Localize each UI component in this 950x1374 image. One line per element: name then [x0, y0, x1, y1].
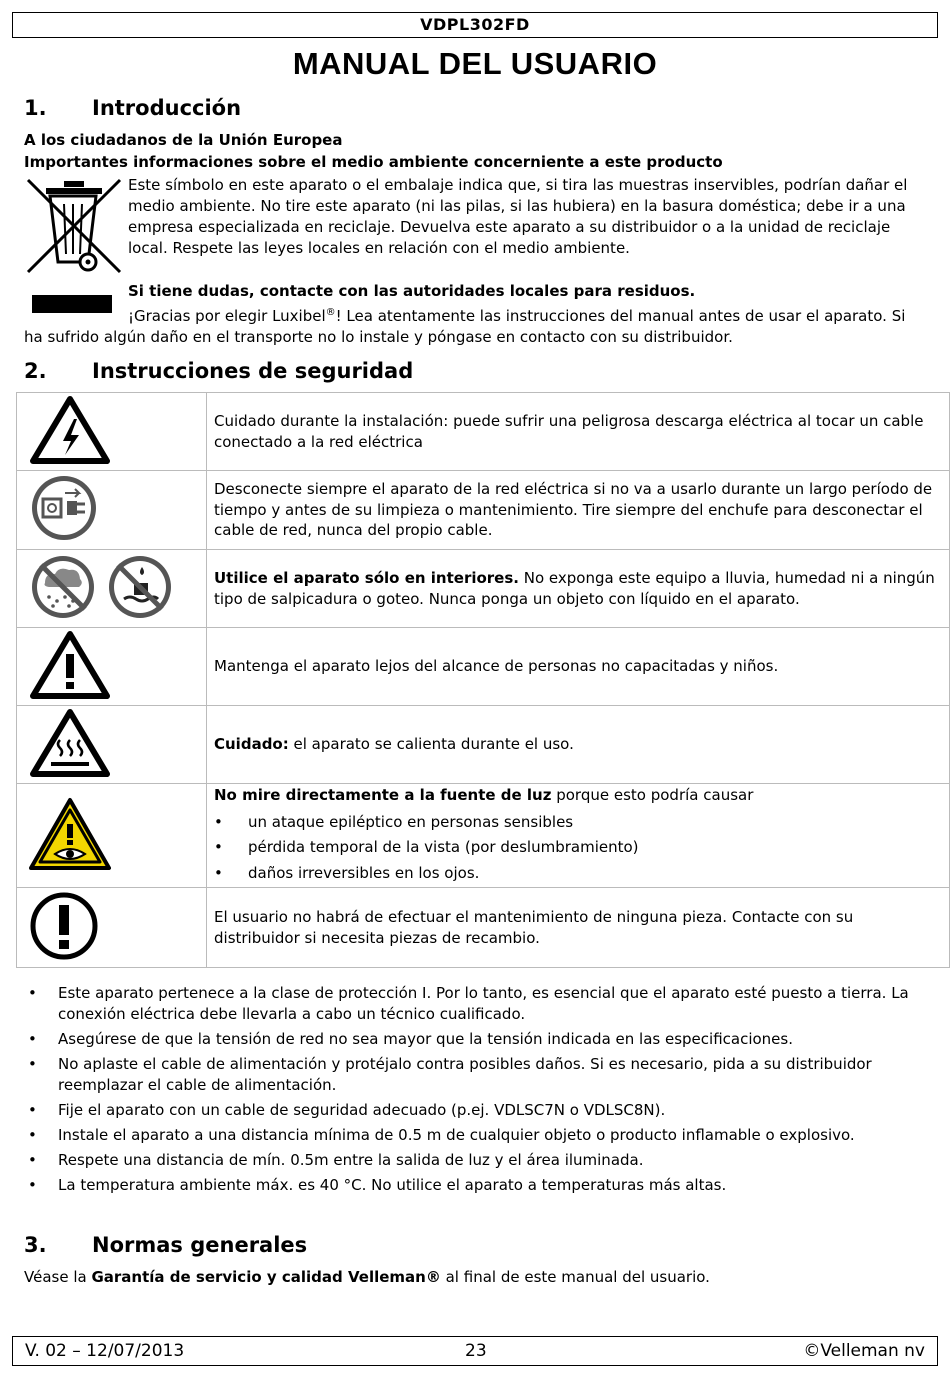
thanks-paragraph: [24, 302, 928, 348]
no-water-spray-icon: [106, 553, 174, 621]
copyright: ©Velleman nv: [803, 1341, 925, 1361]
section-3-heading: [24, 1233, 307, 1257]
page-header: [12, 12, 938, 38]
document-title: MANUAL DEL USUARIO: [292, 46, 658, 81]
general-norms-paragraph: [24, 1267, 710, 1288]
safety-row: [17, 550, 950, 628]
list-item: • La temperatura ambiente máx. es 40 °C. No utilice el aparato a temperaturas más altas.: [24, 1175, 934, 1196]
safety-row: [17, 784, 950, 888]
icon-cell: [17, 628, 207, 706]
icon-cell: [17, 393, 207, 471]
section-2-title: Instrucciones de seguridad: [92, 359, 414, 383]
caution-bold: Cuidado:: [214, 735, 289, 754]
no-rain-icon: [29, 553, 97, 621]
list-item: • Instale el aparato a una distancia mínima de 0.5 m de cualquier objeto o producto inflamable o explosivo.: [24, 1125, 934, 1146]
list-item: • pérdida temporal de la vista (por deslumbramiento): [214, 835, 941, 861]
warranty-bold: Garantía de servicio y calidad Velleman®: [91, 1268, 441, 1286]
safety-row: [17, 471, 950, 550]
icon-cell: [17, 784, 207, 888]
weee-paragraph: Este símbolo en este aparato o el embalaje indica que, si tira las muestras inservibles, podrían dañar el medio ambiente. No tire este aparato (ni las pilas, si las hubiera) en la basura doméstica; debe ir a una empresa especializada en reciclaje. Devuelva este aparato a su distribuidor o a la unidad de reciclaje local. Respete las leyes locales en relación con el medio ambiente.: [128, 176, 908, 257]
section-1-number: 1.: [24, 96, 47, 120]
light-hazard-list: [214, 810, 941, 887]
safety-row: [17, 706, 950, 784]
safety-row: [17, 628, 950, 706]
list-item: • un ataque epiléptico en personas sensibles: [214, 810, 941, 836]
safety-text: Desconecte siempre el aparato de la red eléctrica si no va a usarlo durante un largo período de tiempo y antes de su limpieza o mantenimiento. Tire siempre del enchufe para desconectar el cable de red, nunca del propio cable.: [207, 471, 950, 550]
norms-text-end: al final de este manual del usuario.: [440, 1268, 710, 1286]
doubt-line: Si tiene dudas, contacte con las autoridades locales para residuos.: [128, 282, 696, 300]
list-item: • daños irreversibles en los ojos.: [214, 861, 941, 887]
icon-cell: [17, 471, 207, 550]
icon-cell: [17, 706, 207, 784]
thanks-text-end: ! Lea atentamente las instrucciones del manual antes de usar el aparato. Si ha sufrido algún daño en el transporte no lo instale y póngase en contacto con su distribuidor.: [24, 307, 906, 346]
registered-mark: ®: [325, 307, 336, 318]
caution-text: el aparato se calienta durante el uso.: [288, 735, 574, 754]
safety-bullet-list: [24, 983, 934, 1200]
mandatory-exclamation-icon: [29, 891, 99, 961]
electric-shock-warning-icon: [29, 395, 111, 465]
weee-crossed-bin-icon: [24, 176, 134, 316]
list-item: • Fije el aparato con un cable de seguridad adecuado (p.ej. VDLSC7N o VDLSC8N).: [24, 1100, 934, 1121]
version-date: V. 02 – 12/07/2013: [25, 1341, 185, 1361]
general-warning-icon: [29, 630, 111, 700]
indoor-use-bold: Utilice el aparato sólo en interiores.: [214, 569, 519, 587]
safety-table: [16, 392, 950, 968]
page-footer: [12, 1336, 938, 1366]
safety-text: El usuario no habrá de efectuar el mantenimiento de ninguna pieza. Contacte con su distribuidor si necesita piezas de recambio.: [207, 888, 950, 968]
light-source-text: porque esto podría causar: [551, 786, 754, 804]
norms-text-start: Véase la: [24, 1268, 92, 1286]
safety-row: [17, 888, 950, 968]
section-1-title: Introducción: [92, 96, 242, 120]
list-item: • Este aparato pertenece a la clase de protección I. Por lo tanto, es esencial que el aparato esté puesto a tierra. La conexión eléctrica debe llevarla a cabo un técnico cualificado.: [24, 983, 934, 1025]
safety-text: Cuidado durante la instalación: puede sufrir una peligrosa descarga eléctrica al tocar un cable conectado a la red eléctrica: [207, 393, 950, 471]
model-number: VDPL302FD: [420, 15, 530, 34]
safety-text: [207, 784, 950, 888]
eu-citizens-line: A los ciudadanos de la Unión Europea: [24, 131, 343, 149]
section-3-title: Normas generales: [92, 1233, 308, 1257]
section-2-heading: [24, 359, 413, 383]
thanks-text-start: ¡Gracias por elegir Luxibel: [128, 307, 326, 325]
section-3-number: 3.: [24, 1233, 47, 1257]
environment-info-line: Importantes informaciones sobre el medio ambiente concerniente a este producto: [24, 153, 723, 171]
safety-text: [207, 706, 950, 784]
safety-text: [207, 550, 950, 628]
list-item: • Respete una distancia de mín. 0.5m entre la salida de luz y el área iluminada.: [24, 1150, 934, 1171]
safety-text: Mantenga el aparato lejos del alcance de personas no capacitadas y niños.: [207, 628, 950, 706]
indoor-use-text: No exponga este equipo a lluvia, humedad ni a ningún tipo de salpicadura o goteo. Nunca ponga un objeto con líquido en el aparato.: [214, 569, 935, 608]
light-source-bold: No mire directamente a la fuente de luz: [214, 786, 552, 804]
safety-row: [17, 393, 950, 471]
disconnect-plug-icon: [29, 473, 99, 543]
light-source-warning: [214, 785, 941, 806]
eye-hazard-icon: [29, 796, 111, 872]
icon-cell: [17, 888, 207, 968]
section-1-heading: [24, 96, 241, 120]
section-2-number: 2.: [24, 359, 47, 383]
hot-surface-icon: [29, 708, 111, 778]
list-item: • No aplaste el cable de alimentación y protéjalo contra posibles daños. Si es necesario, pida a su distribuidor reemplazar el cable de alimentación.: [24, 1054, 934, 1096]
list-item: • Asegúrese de que la tensión de red no sea mayor que la tensión indicada en las especificaciones.: [24, 1029, 934, 1050]
page-number: 23: [465, 1341, 487, 1361]
icon-cell: [17, 550, 207, 628]
